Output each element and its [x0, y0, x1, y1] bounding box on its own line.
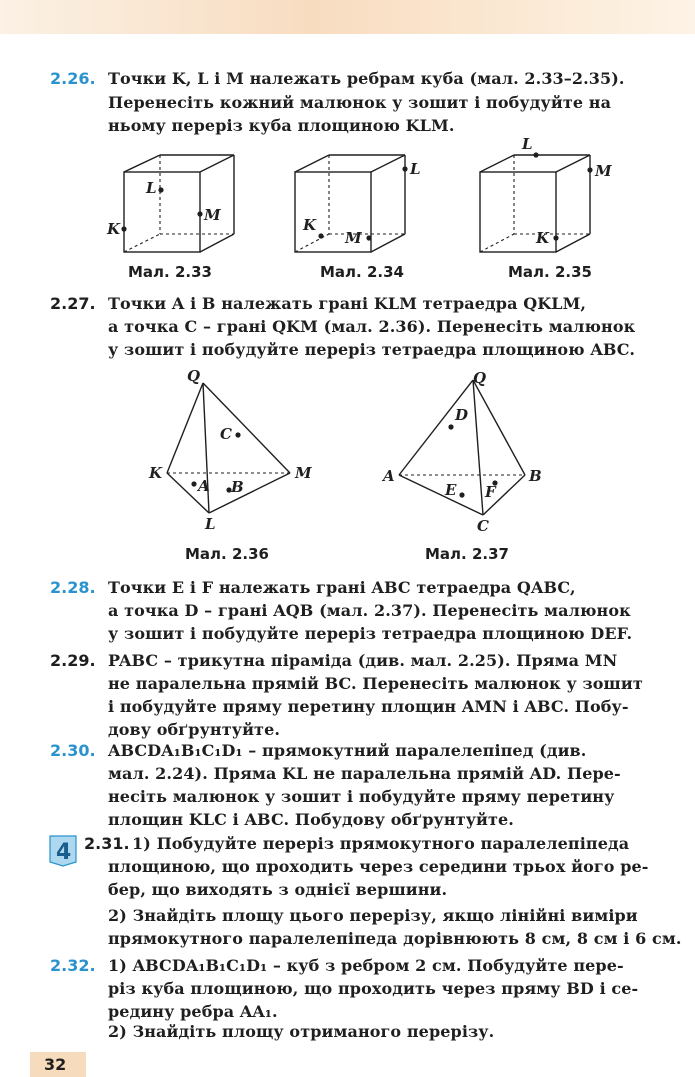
problem-number: 2.30.	[50, 741, 96, 760]
point-label: F	[485, 483, 496, 501]
point-label: A	[198, 477, 210, 495]
problem-text-line: редину ребра AA₁.	[108, 1002, 278, 1021]
problem-text-line: у зошит і побудуйте переріз тетраедра площиною ABC.	[108, 340, 636, 359]
problem-text-line: Точки K, L і M належать ребрам куба (мал. 2.33–2.35).	[108, 69, 625, 88]
problem-text-line: у зошит і побудуйте переріз тетраедра площиною DEF.	[108, 624, 633, 643]
problem-number: 2.27.	[50, 294, 96, 313]
problem-text-line: Точки E і F належать грані ABC тетраедра QABC,	[108, 578, 576, 597]
point-label: M	[595, 162, 612, 180]
problem-text-line: різ куба площиною, що проходить через пряму BD і се-	[108, 979, 639, 998]
problem-text-line: Точки A і B належать грані KLM тетраедра QKLM,	[108, 294, 587, 313]
point-label: M	[295, 464, 312, 482]
problem-text-line: ньому переріз куба площиною KLM.	[108, 116, 455, 135]
problem-text-line: а точка D – грані AQB (мал. 2.37). Перенесіть малюнок	[108, 601, 631, 620]
figure-tetrahedron-2-36	[145, 365, 325, 535]
point-label: Q	[473, 369, 487, 387]
problem-text-line: не паралельна прямій BC. Перенесіть малюнок у зошит	[108, 674, 643, 693]
problem-text-line: несіть малюнок у зошит і побудуйте пряму перетину	[108, 787, 615, 806]
point-label: L	[410, 160, 421, 178]
problem-number: 2.28.	[50, 578, 96, 597]
problem-text-line: дову обґрунтуйте.	[108, 720, 281, 739]
problem-text-line: Перенесіть кожний малюнок у зошит і побудуйте на	[108, 93, 612, 112]
point-label: K	[303, 216, 317, 234]
problem-text-line: 1) ABCDA₁B₁C₁D₁ – куб з ребром 2 см. Побудуйте пере-	[108, 956, 624, 975]
figure-cube-2-35	[470, 135, 620, 260]
difficulty-level: 4	[56, 840, 72, 865]
problem-text-line: ABCDA₁B₁C₁D₁ – прямокутний паралелепіпед (див.	[108, 741, 587, 760]
figure-cube-2-33	[100, 150, 240, 260]
page-number: 32	[44, 1055, 67, 1074]
point-label: B	[231, 478, 244, 496]
problem-text-line: а точка C – грані QKM (мал. 2.36). Перенесіть малюнок	[108, 317, 636, 336]
point-label: Q	[187, 367, 201, 385]
point-label: A	[383, 467, 395, 485]
problem-text-line: 1) Побудуйте переріз прямокутного паралелепіпеда	[132, 834, 630, 853]
figure-caption: Мал. 2.35	[508, 263, 592, 281]
problem-text-line: площин KLC і ABC. Побудову обґрунтуйте.	[108, 810, 514, 829]
point-label: M	[345, 229, 362, 247]
problem-number: 2.26.	[50, 69, 96, 88]
figure-caption: Мал. 2.36	[185, 545, 269, 563]
point-label: K	[149, 464, 163, 482]
problem-text-line: мал. 2.24). Пряма KL не паралельна прямій AD. Пере-	[108, 764, 621, 783]
point-label: K	[107, 220, 121, 238]
point-label: M	[204, 206, 221, 224]
difficulty-level-badge	[46, 832, 80, 868]
figure-caption: Мал. 2.34	[320, 263, 404, 281]
problem-text-line: і побудуйте пряму перетину площин AMN і ABC. Побу-	[108, 697, 629, 716]
point-label: L	[146, 179, 157, 197]
problem-text-line: 2) Знайдіть площу отриманого перерізу.	[108, 1022, 495, 1041]
problem-number: 2.32.	[50, 956, 96, 975]
figure-caption: Мал. 2.33	[128, 263, 212, 281]
problem-text-line: 2) Знайдіть площу цього перерізу, якщо лінійні виміри	[108, 906, 638, 925]
point-label: B	[529, 467, 542, 485]
figure-caption: Мал. 2.37	[425, 545, 509, 563]
point-label: K	[536, 229, 550, 247]
point-label: C	[477, 517, 489, 535]
point-label: E	[445, 481, 457, 499]
point-label: L	[205, 515, 216, 533]
problem-number: 2.31.	[84, 834, 130, 853]
problem-text-line: площиною, що проходить через середини трьох його ре-	[108, 857, 649, 876]
point-label: D	[455, 406, 469, 424]
page-number-block	[30, 1052, 86, 1077]
figure-tetrahedron-2-37	[375, 365, 550, 535]
problem-number: 2.29.	[50, 651, 96, 670]
point-label: C	[220, 425, 232, 443]
top-decorative-band	[0, 0, 695, 34]
problem-text-line: прямокутного паралелепіпеда дорівнюють 8 см, 8 см і 6 см.	[108, 929, 682, 948]
problem-text-line: бер, що виходять з однієї вершини.	[108, 880, 448, 899]
problem-text-line: PABC – трикутна піраміда (див. мал. 2.25). Пряма MN	[108, 651, 618, 670]
figure-cube-2-34	[285, 150, 430, 260]
point-label: L	[522, 135, 533, 153]
